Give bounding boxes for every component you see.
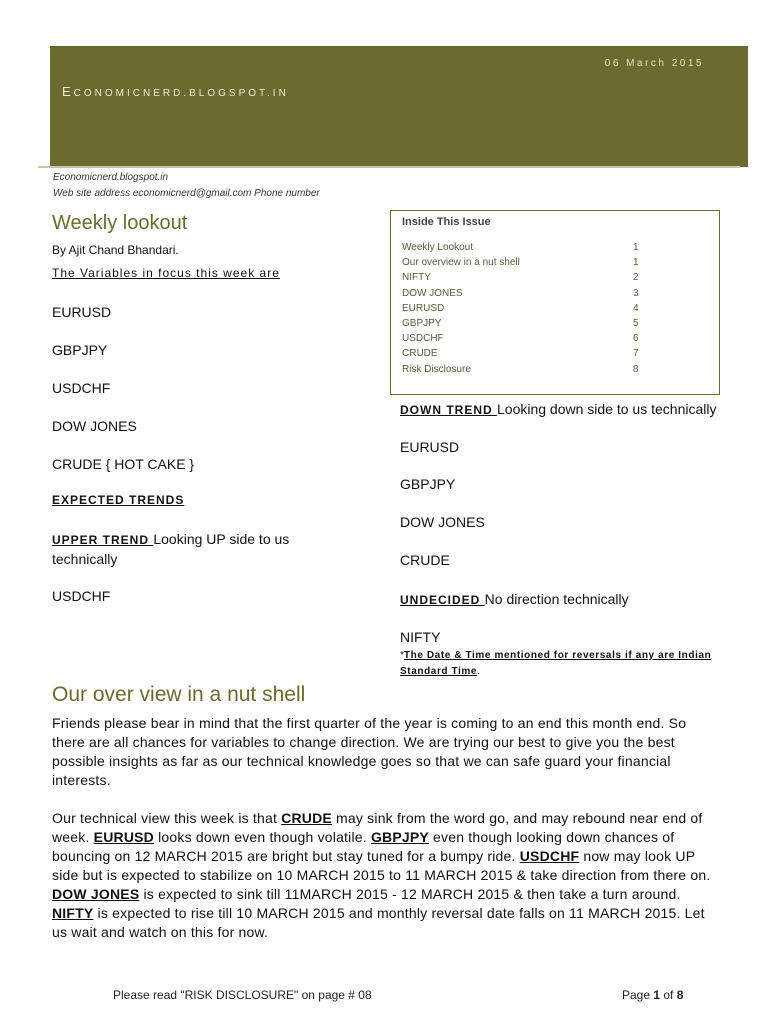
overview-body xyxy=(52,714,722,942)
toc-item-label: Our overview in a nut shell xyxy=(402,257,520,268)
variables-heading: The Variables in focus this week are xyxy=(52,266,280,280)
keyword-nifty: NIFTY xyxy=(52,905,94,921)
toc-item[interactable] xyxy=(402,242,662,253)
keyword-eurusd: EURUSD xyxy=(93,829,154,845)
toc-item[interactable] xyxy=(402,257,662,268)
toc-title: Inside This Issue xyxy=(402,216,491,228)
keyword-usdchf: USDCHF xyxy=(519,848,580,864)
toc-item[interactable] xyxy=(402,333,662,344)
page-word: Page xyxy=(622,988,654,1002)
down-trend-desc: Looking down side to us technically xyxy=(497,401,717,417)
site-name: Economicnerd.blogspot.in xyxy=(53,172,169,183)
toc-item-label: EURUSD xyxy=(402,303,445,314)
toc-item-page: 1 xyxy=(633,257,639,268)
toc-item-page: 5 xyxy=(633,318,639,329)
undecided-item: NIFTY xyxy=(400,629,441,645)
ist-note xyxy=(400,648,720,680)
toc-item[interactable] xyxy=(402,288,662,299)
issue-date: 06 March 2015 xyxy=(604,58,704,69)
contact-line: Web site address economicnerd@gmail.com Phone number xyxy=(53,188,320,199)
toc-item-page: 3 xyxy=(633,288,639,299)
down-trend-label: DOWN TREND xyxy=(400,403,497,417)
toc-item-page: 7 xyxy=(633,348,639,359)
page-number: 1 xyxy=(653,988,661,1002)
note-text: The Date & Time mentioned for reversals if any are Indian Standard Time xyxy=(400,650,712,677)
page-total: 8 xyxy=(676,988,684,1002)
section-title-overview: Our over view in a nut shell xyxy=(52,683,306,706)
toc-item-label: CRUDE xyxy=(402,348,438,359)
upper-trend-block xyxy=(52,530,322,569)
toc-item-page: 6 xyxy=(633,333,639,344)
keyword-crude: CRUDE xyxy=(281,810,332,826)
undecided-label: UNDECIDED xyxy=(400,593,485,607)
variable-item: DOW JONES xyxy=(52,418,137,434)
toc-item[interactable] xyxy=(402,272,662,283)
of-word: of xyxy=(660,988,677,1002)
inside-this-issue-box xyxy=(390,210,720,395)
toc-item-page: 8 xyxy=(633,364,639,375)
toc-item-label: USDCHF xyxy=(402,333,444,344)
upper-trend-item: USDCHF xyxy=(52,588,111,604)
toc-item-label: GBPJPY xyxy=(402,318,442,329)
page-indicator xyxy=(622,988,683,1002)
text-run: now may look UP side but is expected to stabilize on 10 MARCH 2015 to 11 MARCH 2015 & take direction from there on. xyxy=(52,848,711,883)
keyword-dow-jones: DOW JONES xyxy=(52,886,140,902)
variable-item: GBPJPY xyxy=(52,342,108,358)
upper-trend-label: UPPER TREND xyxy=(52,533,154,547)
text-run: may sink from the word go, and may rebound near end of week. xyxy=(52,810,703,845)
text-run: is expected to rise till 10 MARCH 2015 and monthly reversal date falls on 11 MARCH 2015. Let us wait and watch on this for now. xyxy=(52,905,705,940)
header-divider xyxy=(38,166,740,168)
text-run: is expected to sink till 11MARCH 2015 - 12 MARCH 2015 & then take a turn around. xyxy=(139,886,681,902)
toc-item-page: 2 xyxy=(633,272,639,283)
variable-item: USDCHF xyxy=(52,380,111,396)
down-trend-item: EURUSD xyxy=(400,439,460,455)
toc-item-label: Risk Disclosure xyxy=(402,364,471,375)
banner-site-name: ECONOMICNERD.BLOGSPOT.IN xyxy=(62,84,289,99)
toc-item[interactable] xyxy=(402,348,662,359)
undecided-block xyxy=(400,590,629,610)
variable-item: EURUSD xyxy=(52,304,112,320)
toc-item-page: 1 xyxy=(633,242,639,253)
note-end: . xyxy=(477,666,480,677)
toc-item[interactable] xyxy=(402,318,662,329)
down-trend-block xyxy=(400,400,730,420)
expected-trends-heading: EXPECTED TRENDS xyxy=(52,493,185,507)
down-trend-item: GBPJPY xyxy=(400,476,456,492)
byline: By Ajit Chand Bhandari. xyxy=(52,243,179,257)
down-trend-item: DOW JONES xyxy=(400,514,485,530)
upper-trend-desc: Looking UP side to us technically xyxy=(52,531,290,567)
toc-item[interactable] xyxy=(402,364,662,375)
overview-paragraph-2 xyxy=(52,809,722,942)
variable-item: CRUDE { HOT CAKE } xyxy=(52,456,195,472)
note-star: * xyxy=(400,650,404,661)
overview-paragraph-1: Friends please bear in mind that the first quarter of the year is coming to an end this month end. So there are all chances for variables to change direction. We are trying our best to give you the best possible insights as far as our technical knowledge goes so that we can safe guard your financial interests. xyxy=(52,715,687,788)
text-run: even though looking down chances of bouncing on 12 MARCH 2015 are bright but stay tuned for a bumpy ride. xyxy=(52,829,675,864)
header-banner xyxy=(50,46,748,167)
toc-item-label: NIFTY xyxy=(402,272,431,283)
keyword-gbpjpy: GBPJPY xyxy=(370,829,429,845)
text-run: looks down even though volatile. xyxy=(154,829,371,845)
toc-item-label: Weekly Lookout xyxy=(402,242,473,253)
undecided-desc: No direction technically xyxy=(484,591,629,607)
toc-item-label: DOW JONES xyxy=(402,288,463,299)
text-run: Our technical view this week is that xyxy=(52,810,282,826)
risk-disclosure-note: Please read "RISK DISCLOSURE" on page # 08 xyxy=(113,988,372,1002)
toc-item-page: 4 xyxy=(633,303,639,314)
down-trend-item: CRUDE xyxy=(400,552,450,568)
toc-item[interactable] xyxy=(402,303,662,314)
section-title-weekly-lookout: Weekly lookout xyxy=(52,212,188,234)
